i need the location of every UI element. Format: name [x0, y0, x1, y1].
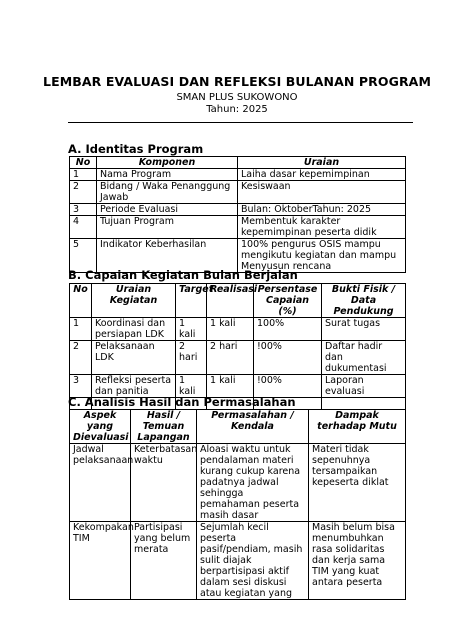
col-header-permasalahan: Permasalahan / Kendala — [197, 410, 309, 444]
cell-hasil: Partisipasi yang belum merata — [131, 522, 197, 600]
table-row — [70, 341, 406, 375]
table-header-row — [70, 157, 406, 169]
cell-komponen: Periode Evaluasi — [97, 204, 238, 216]
cell-bukti: Daftar hadir dan dukumentasi — [322, 341, 406, 375]
section-b-title: B. Capaian Kegiatan Bulan Berjalan — [68, 268, 298, 282]
table-row — [70, 204, 406, 216]
cell-no: 3 — [70, 375, 92, 398]
cell-komponen: Nama Program — [97, 169, 238, 181]
analysis-table — [69, 409, 406, 600]
school-name: SMAN PLUS SUKOWONO — [176, 92, 298, 103]
cell-realisasi: 1 kali — [207, 318, 254, 341]
cell-dampak: Masih belum bisa menumbuhkan rasa solidaritas dan kerja sama TIM yang kuat antara peserta — [309, 522, 406, 600]
cell-komponen: Indikator Keberhasilan — [97, 239, 238, 273]
header-divider — [68, 122, 413, 123]
cell-no: 2 — [70, 181, 97, 204]
cell-komponen: Bidang / Waka Penanggung Jawab — [97, 181, 238, 204]
table-row — [70, 444, 406, 522]
table-row — [70, 181, 406, 204]
col-header-uraian: Uraian — [238, 157, 406, 169]
col-header-realisasi: Realisasi — [207, 284, 254, 318]
document-title: LEMBAR EVALUASI DAN REFLEKSI BULANAN PROGRAM — [43, 74, 431, 89]
cell-aspek: Kekompakan TIM — [70, 522, 131, 600]
cell-no: 1 — [70, 318, 92, 341]
cell-no: 5 — [70, 239, 97, 273]
cell-uraian: Bulan: OktoberTahun: 2025 — [238, 204, 406, 216]
achievement-table — [69, 283, 406, 410]
cell-uraian: Membentuk karakter kepemimpinan peserta didik — [238, 216, 406, 239]
cell-permasalahan: Sejumlah kecil peserta pasif/pendiam, masih sulit diajak berpartisipasi aktif dalam sesi diskusi atau kegiatan yang — [197, 522, 309, 600]
cell-komponen: Tujuan Program — [97, 216, 238, 239]
identity-table — [69, 156, 406, 273]
cell-dampak: Materi tidak sepenuhnya tersampaikan kepeserta diklat — [309, 444, 406, 522]
cell-no: 4 — [70, 216, 97, 239]
cell-bukti: Laporan evaluasi — [322, 375, 406, 398]
cell-kegiatan: Koordinasi dan persiapan LDK — [92, 318, 176, 341]
cell-no: 1 — [70, 169, 97, 181]
table-header-row — [70, 410, 406, 444]
year-label: Tahun: 2025 — [206, 104, 268, 115]
col-header-dampak: Dampak terhadap Mutu — [309, 410, 406, 444]
section-c-title: C. Analisis Hasil dan Permasalahan — [68, 395, 296, 409]
cell-uraian: 100% pengurus OSIS mampu mengikutu kegiatan dan mampu Menyusun rencana — [238, 239, 406, 273]
cell-target: 2 hari — [176, 341, 207, 375]
cell-realisasi: 2 hari — [207, 341, 254, 375]
col-header-no: No — [70, 157, 97, 169]
col-header-persentase: Persentase Capaian (%) — [254, 284, 322, 318]
col-header-target: Target — [176, 284, 207, 318]
table-row — [70, 318, 406, 341]
cell-no: 2 — [70, 341, 92, 375]
cell-persentase: !00% — [254, 375, 322, 398]
section-a-title: A. Identitas Program — [68, 142, 204, 156]
col-header-bukti-fisik: Bukti Fisik / Data Pendukung — [322, 284, 406, 318]
cell-uraian: Kesiswaan — [238, 181, 406, 204]
cell-permasalahan: Aloasi waktu untuk pendalaman materi kurang cukup karena padatnya jadwal sehingga pemahaman peserta masih dasar — [197, 444, 309, 522]
cell-kegiatan: Pelaksanaan LDK — [92, 341, 176, 375]
table-header-row — [70, 284, 406, 318]
cell-hasil: Keterbatasan waktu — [131, 444, 197, 522]
cell-no: 3 — [70, 204, 97, 216]
col-header-komponen: Komponen — [97, 157, 238, 169]
table-row — [70, 522, 406, 600]
cell-bukti: Surat tugas — [322, 318, 406, 341]
cell-target: 1 kali — [176, 375, 207, 398]
cell-uraian: Laiha dasar kepemimpinan — [238, 169, 406, 181]
cell-target: 1 kali — [176, 318, 207, 341]
cell-realisasi: 1 kali — [207, 375, 254, 398]
table-row — [70, 169, 406, 181]
col-header-aspek: Aspek yang Dievaluasi — [70, 410, 131, 444]
col-header-hasil: Hasil / Temuan Lapangan — [131, 410, 197, 444]
cell-persentase: !00% — [254, 341, 322, 375]
cell-aspek: Jadwal pelaksanaan — [70, 444, 131, 522]
cell-persentase: 100% — [254, 318, 322, 341]
cell-kegiatan: Refleksi peserta dan panitia — [92, 375, 176, 398]
col-header-no: No — [70, 284, 92, 318]
table-row — [70, 216, 406, 239]
col-header-uraian-kegiatan: Uraian Kegiatan — [92, 284, 176, 318]
